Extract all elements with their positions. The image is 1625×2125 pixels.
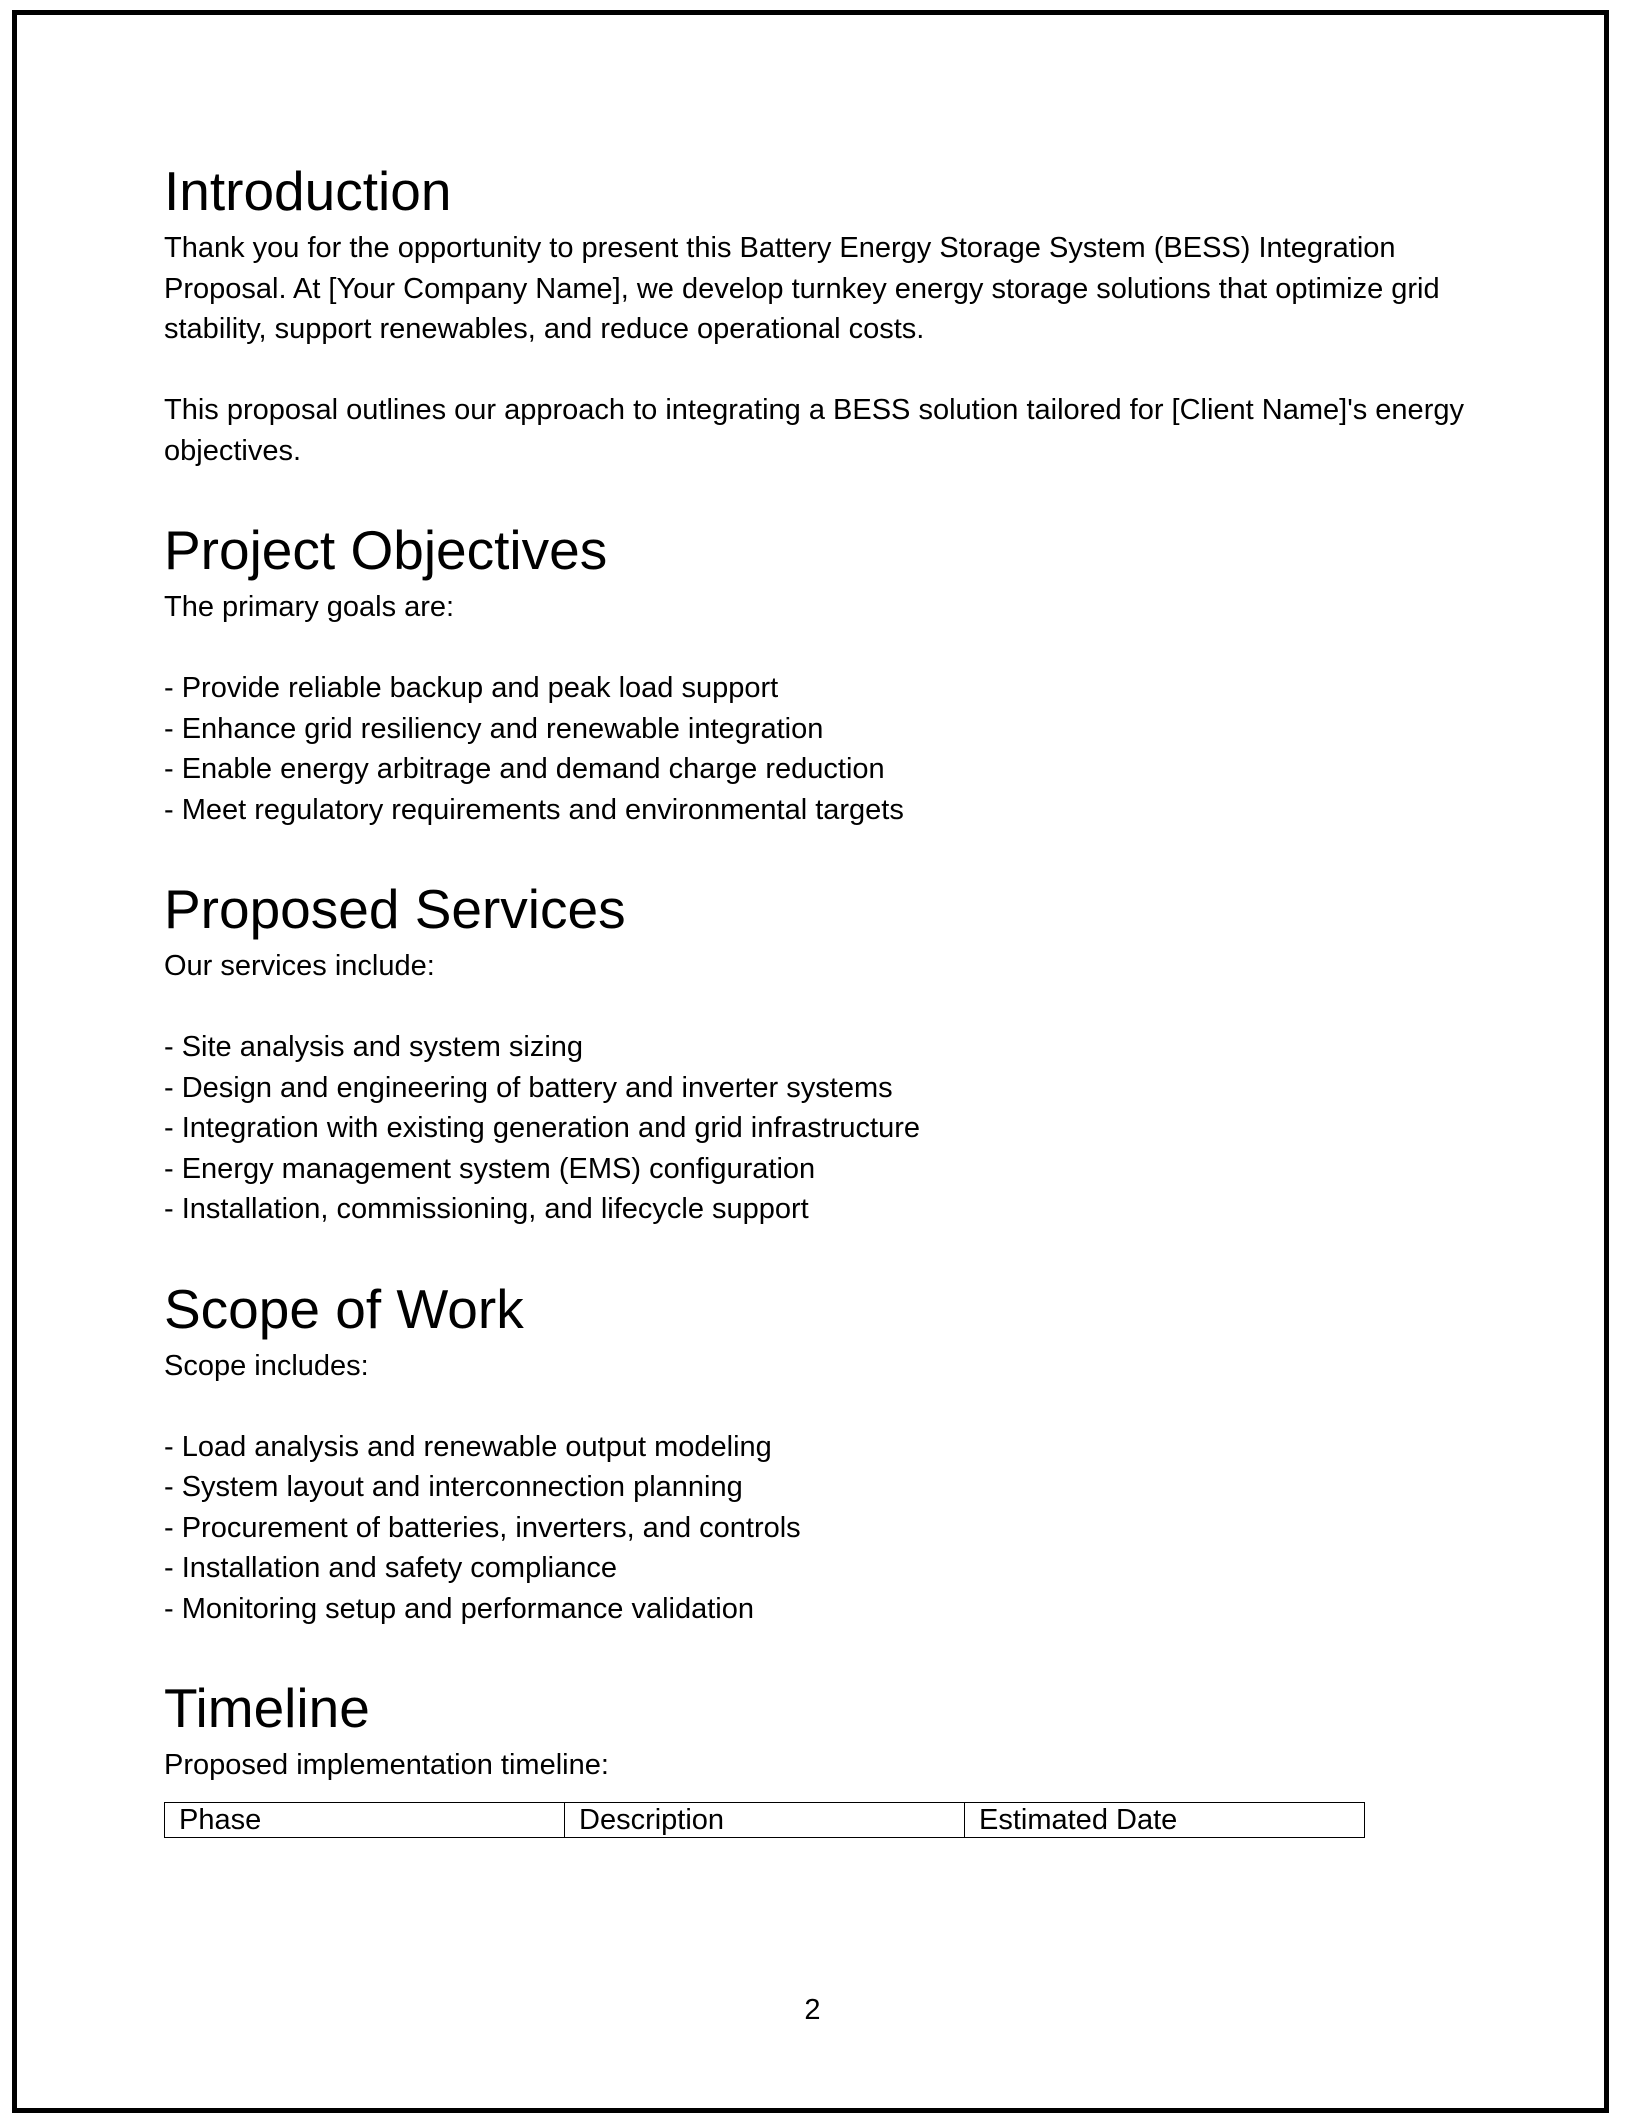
list-item: - Provide reliable backup and peak load support xyxy=(164,672,779,704)
list-item: - Integration with existing generation and grid infrastructure xyxy=(164,1112,921,1144)
list-item: - System layout and interconnection planning xyxy=(164,1471,743,1503)
timeline-table xyxy=(164,1802,1365,1838)
list-item: - Meet regulatory requirements and environmental targets xyxy=(164,793,904,826)
list-item: - Installation and safety compliance xyxy=(164,1552,617,1584)
list-item: - Design and engineering of battery and inverter systems xyxy=(164,1071,893,1104)
objectives-list xyxy=(164,668,1494,830)
objectives-section xyxy=(164,517,1494,830)
list-item: - Installation, commissioning, and lifecycle support xyxy=(164,1193,809,1225)
table-header-description: Description xyxy=(565,1802,965,1837)
table-header-row xyxy=(165,1802,1365,1837)
list-item: - Procurement of batteries, inverters, and controls xyxy=(164,1511,801,1544)
scope-intro: Scope includes: xyxy=(164,1349,369,1382)
document-content xyxy=(164,158,1494,1838)
timeline-section xyxy=(164,1675,1494,1838)
timeline-heading: Timeline xyxy=(164,1677,370,1739)
objectives-heading: Project Objectives xyxy=(164,519,608,581)
list-item: - Energy management system (EMS) configuration xyxy=(164,1152,816,1185)
scope-list xyxy=(164,1427,1494,1630)
scope-heading: Scope of Work xyxy=(164,1277,524,1340)
list-item: - Enhance grid resiliency and renewable integration xyxy=(164,712,824,745)
page-number: 2 xyxy=(804,1994,821,2026)
services-heading: Proposed Services xyxy=(164,878,626,940)
list-item: - Site analysis and system sizing xyxy=(164,1031,584,1063)
objectives-intro: The primary goals are: xyxy=(164,591,455,623)
introduction-paragraph-1: Thank you for the opportunity to present this Battery Energy Storage System (BESS) Integration Proposal. At [Your Company Name], we develop turnkey energy storage solutions that optimize grid stability, support renewables, and reduce operational costs. xyxy=(164,232,1440,345)
timeline-intro: Proposed implementation timeline: xyxy=(164,1749,609,1781)
scope-section xyxy=(164,1276,1494,1630)
introduction-heading: Introduction xyxy=(164,160,452,222)
list-item: - Enable energy arbitrage and demand charge reduction xyxy=(164,753,885,785)
table-header-phase: Phase xyxy=(165,1802,565,1837)
services-section xyxy=(164,876,1494,1230)
table-header-estimated-date: Estimated Date xyxy=(965,1802,1365,1837)
introduction-paragraph-2: This proposal outlines our approach to integrating a BESS solution tailored for [Client Name]'s energy objectives. xyxy=(164,394,1464,467)
services-intro: Our services include: xyxy=(164,950,435,982)
introduction-section xyxy=(164,158,1494,471)
list-item: - Load analysis and renewable output modeling xyxy=(164,1430,772,1463)
list-item: - Monitoring setup and performance validation xyxy=(164,1592,754,1625)
services-list xyxy=(164,1027,1494,1230)
